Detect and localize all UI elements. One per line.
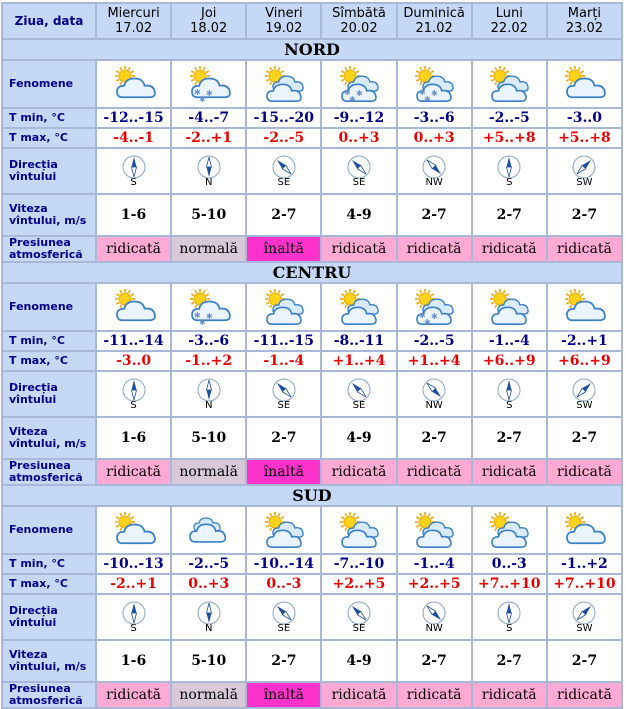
region-row	[3, 486, 621, 505]
row-label-phenomena: Fenomene	[3, 61, 95, 107]
wind-speed-value: 1-6	[97, 641, 170, 681]
wind-speed-value: 2-7	[398, 641, 471, 681]
tmax-value: 0..+3	[172, 575, 245, 593]
sun-clouds-icon	[247, 63, 320, 105]
svg-text:✱: ✱	[348, 95, 356, 104]
wind-direction-cell	[398, 372, 471, 416]
tmax-value: +5..+8	[548, 129, 621, 147]
tmax-value: 0..-3	[247, 575, 320, 593]
weather-cell	[398, 61, 471, 107]
weather-cell	[172, 61, 245, 107]
day-date-header: Ziua, data	[3, 4, 95, 38]
compass-arrow-icon	[247, 601, 320, 625]
wind-direction-label: SW	[576, 399, 593, 411]
wind-direction-label: SW	[576, 622, 593, 634]
row-label-wind-speed: Viteza vîntului, m/s	[3, 418, 95, 458]
tmin-value: -1..-4	[473, 332, 546, 350]
tmin-value: -8..-11	[322, 332, 395, 350]
day-header: Miercuri 17.02	[97, 4, 170, 38]
compass-arrow-icon	[322, 601, 395, 625]
pressure-value: ridicată	[97, 683, 170, 707]
wind-direction-cell	[172, 372, 245, 416]
weather-cell	[97, 284, 170, 330]
tmax-value: -2..+1	[97, 575, 170, 593]
pressure-value: ridicată	[473, 683, 546, 707]
weather-cell	[473, 61, 546, 107]
pressure-row	[3, 460, 621, 484]
pressure-value: ridicată	[473, 460, 546, 484]
compass-arrow-icon	[473, 601, 546, 625]
wind-speed-value: 5-10	[172, 195, 245, 235]
tmax-value: +5..+8	[473, 129, 546, 147]
tmin-value: -9..-12	[322, 109, 395, 127]
region-title: SUD	[3, 486, 621, 505]
wind-direction-label: S	[506, 399, 513, 411]
row-label-wind-direction: Direcția vîntului	[3, 149, 95, 193]
wind-direction-label: S	[506, 176, 513, 188]
tmin-value: -3..0	[548, 109, 621, 127]
tmax-value: 0..+3	[322, 129, 395, 147]
wind-direction-label: SE	[277, 622, 291, 634]
wind-direction-label: N	[204, 176, 213, 188]
wind-direction-label: S	[130, 176, 137, 188]
row-label-wind-direction: Direcția vîntului	[3, 595, 95, 639]
compass-arrow-icon	[247, 378, 320, 402]
pressure-value: ridicată	[97, 460, 170, 484]
wind-speed-value: 2-7	[398, 195, 471, 235]
svg-text:✱: ✱	[193, 311, 201, 320]
row-label-wind-speed: Viteza vîntului, m/s	[3, 195, 95, 235]
day-header: Joi 18.02	[172, 4, 245, 38]
wind-direction-label: SE	[277, 176, 291, 188]
day-header: Vineri 19.02	[247, 4, 320, 38]
compass-arrow-icon	[172, 601, 245, 625]
compass-arrow-icon	[172, 155, 245, 179]
pressure-value: normală	[172, 683, 245, 707]
tmin-row	[3, 109, 621, 127]
weather-cell	[97, 61, 170, 107]
svg-text:✱: ✱	[343, 88, 351, 97]
tmax-value: +1..+4	[322, 352, 395, 370]
row-label-tmin: T min, °C	[3, 332, 95, 350]
pressure-value: ridicată	[398, 237, 471, 261]
weather-cell	[398, 507, 471, 553]
tmax-value: +1..+4	[398, 352, 471, 370]
wind-direction-cell	[548, 372, 621, 416]
sun-clouds-icon	[247, 509, 320, 551]
tmin-value: -1..-4	[398, 555, 471, 573]
tmin-value: -2..-5	[172, 555, 245, 573]
wind-direction-cell	[247, 149, 320, 193]
pressure-value: ridicată	[473, 237, 546, 261]
wind-direction-row	[3, 595, 621, 639]
pressure-value: ridicată	[322, 460, 395, 484]
compass-arrow-icon	[548, 378, 621, 402]
tmax-value: -3..0	[97, 352, 170, 370]
tmin-value: -2..-5	[398, 332, 471, 350]
wind-speed-value: 2-7	[473, 195, 546, 235]
compass-arrow-icon	[398, 155, 471, 179]
wind-direction-label: S	[130, 399, 137, 411]
tmax-row	[3, 352, 621, 370]
pressure-value: normală	[172, 460, 245, 484]
tmax-value: -1..-4	[247, 352, 320, 370]
wind-direction-label: NW	[425, 176, 443, 188]
wind-direction-label: SE	[277, 399, 291, 411]
region-row	[3, 263, 621, 282]
tmax-value: +6..+9	[473, 352, 546, 370]
weather-cell	[473, 284, 546, 330]
compass-arrow-icon	[473, 155, 546, 179]
wind-direction-label: SE	[352, 176, 366, 188]
svg-text:✱: ✱	[355, 89, 363, 98]
wind-speed-value: 2-7	[473, 641, 546, 681]
pressure-value: ridicată	[548, 237, 621, 261]
sun-clouds-icon	[473, 509, 546, 551]
svg-text:✱: ✱	[419, 311, 426, 320]
weather-cell	[322, 61, 395, 107]
svg-text:✱: ✱	[205, 312, 213, 321]
wind-speed-value: 5-10	[172, 641, 245, 681]
tmax-value: +6..+9	[548, 352, 621, 370]
wind-direction-label: SE	[352, 399, 366, 411]
wind-direction-label: N	[204, 622, 213, 634]
tmax-value: -1..+2	[172, 352, 245, 370]
sun-cloud-icon	[97, 509, 170, 551]
row-label-pressure: Presiunea atmosferică	[3, 460, 95, 484]
tmin-row	[3, 555, 621, 573]
tmax-value: -4..-1	[97, 129, 170, 147]
tmin-value: -3..-6	[172, 332, 245, 350]
sun-cloud-icon	[97, 286, 170, 328]
wind-speed-value: 1-6	[97, 418, 170, 458]
row-label-wind-direction: Direcția vîntului	[3, 372, 95, 416]
wind-direction-cell	[548, 149, 621, 193]
row-label-wind-speed: Viteza vîntului, m/s	[3, 641, 95, 681]
wind-speed-value: 4-9	[322, 418, 395, 458]
wind-direction-cell	[322, 595, 395, 639]
wind-direction-label: NW	[425, 622, 443, 634]
tmax-value: +2..+5	[398, 575, 471, 593]
weather-cell	[548, 507, 621, 553]
sun-cloud-snow-icon	[172, 286, 245, 328]
svg-text:✱: ✱	[431, 89, 438, 98]
sun-cloud-icon	[548, 509, 621, 551]
forecast-table	[1, 2, 623, 709]
pressure-value: ridicată	[398, 460, 471, 484]
sun-clouds-snow-icon	[322, 63, 395, 105]
sun-cloud-icon	[97, 63, 170, 105]
row-label-tmin: T min, °C	[3, 555, 95, 573]
svg-text:✱: ✱	[193, 88, 201, 97]
wind-direction-cell	[322, 149, 395, 193]
compass-arrow-icon	[97, 155, 170, 179]
sun-cloud-snow-icon	[172, 63, 245, 105]
cloud-icon	[172, 509, 245, 551]
row-label-tmax: T max, °C	[3, 575, 95, 593]
wind-speed-row	[3, 418, 621, 458]
wind-direction-cell	[97, 149, 170, 193]
pressure-value: ridicată	[322, 237, 395, 261]
pressure-value: ridicată	[322, 683, 395, 707]
tmin-value: -11..-15	[247, 332, 320, 350]
compass-arrow-icon	[473, 378, 546, 402]
tmin-value: -11..-14	[97, 332, 170, 350]
wind-direction-cell	[322, 372, 395, 416]
tmin-value: -4..-7	[172, 109, 245, 127]
wind-speed-value: 2-7	[548, 418, 621, 458]
header-row	[3, 4, 621, 38]
sun-clouds-icon	[473, 63, 546, 105]
region-title: NORD	[3, 40, 621, 59]
tmin-row	[3, 332, 621, 350]
wind-direction-label: S	[130, 622, 137, 634]
tmax-row	[3, 129, 621, 147]
tmin-value: -3..-6	[398, 109, 471, 127]
compass-arrow-icon	[398, 601, 471, 625]
wind-direction-label: NW	[425, 399, 443, 411]
wind-direction-cell	[473, 372, 546, 416]
wind-speed-value: 2-7	[247, 641, 320, 681]
compass-arrow-icon	[548, 601, 621, 625]
day-header: Luni 22.02	[473, 4, 546, 38]
sun-cloud-icon	[548, 63, 621, 105]
wind-speed-value: 2-7	[247, 195, 320, 235]
svg-text:✱: ✱	[198, 95, 206, 104]
wind-direction-cell	[247, 372, 320, 416]
sun-clouds-icon	[322, 509, 395, 551]
pressure-value: ridicată	[548, 683, 621, 707]
weather-cell	[548, 61, 621, 107]
row-label-tmax: T max, °C	[3, 352, 95, 370]
pressure-row	[3, 237, 621, 261]
wind-speed-value: 5-10	[172, 418, 245, 458]
weather-cell	[172, 284, 245, 330]
weather-cell	[548, 284, 621, 330]
row-label-pressure: Presiunea atmosferică	[3, 237, 95, 261]
wind-speed-value: 2-7	[548, 641, 621, 681]
pressure-value: înaltă	[247, 237, 320, 261]
weather-cell	[247, 507, 320, 553]
svg-text:✱: ✱	[419, 88, 426, 97]
wind-direction-cell	[398, 149, 471, 193]
row-label-tmax: T max, °C	[3, 129, 95, 147]
weather-cell	[247, 61, 320, 107]
tmax-value: 0..+3	[398, 129, 471, 147]
compass-arrow-icon	[172, 378, 245, 402]
wind-direction-label: SE	[352, 622, 366, 634]
sun-clouds-snow-icon	[398, 286, 471, 328]
svg-text:✱: ✱	[424, 95, 431, 104]
svg-text:✱: ✱	[205, 89, 213, 98]
weather-cell	[172, 507, 245, 553]
wind-speed-value: 4-9	[322, 195, 395, 235]
tmin-value: -1..+2	[548, 555, 621, 573]
tmin-value: 0..-3	[473, 555, 546, 573]
tmin-value: -7..-10	[322, 555, 395, 573]
phenomena-row	[3, 284, 621, 330]
tmin-value: -15..-20	[247, 109, 320, 127]
tmin-value: -10..-14	[247, 555, 320, 573]
compass-arrow-icon	[322, 378, 395, 402]
wind-direction-label: S	[506, 622, 513, 634]
wind-speed-value: 2-7	[398, 418, 471, 458]
weather-cell	[398, 284, 471, 330]
weather-cell	[97, 507, 170, 553]
phenomena-row	[3, 61, 621, 107]
wind-direction-label: N	[204, 399, 213, 411]
region-title: CENTRU	[3, 263, 621, 282]
phenomena-row	[3, 507, 621, 553]
weather-cell	[247, 284, 320, 330]
wind-direction-cell	[97, 595, 170, 639]
svg-text:✱: ✱	[424, 318, 431, 327]
tmax-value: -2..-5	[247, 129, 320, 147]
tmax-value: +7..+10	[473, 575, 546, 593]
wind-speed-value: 2-7	[473, 418, 546, 458]
row-label-tmin: T min, °C	[3, 109, 95, 127]
row-label-pressure: Presiunea atmosferică	[3, 683, 95, 707]
svg-text:✱: ✱	[198, 318, 206, 327]
tmax-value: -2..+1	[172, 129, 245, 147]
day-header: Marți 23.02	[548, 4, 621, 38]
compass-arrow-icon	[548, 155, 621, 179]
compass-arrow-icon	[97, 601, 170, 625]
row-label-phenomena: Fenomene	[3, 507, 95, 553]
sun-clouds-icon	[247, 286, 320, 328]
wind-direction-cell	[247, 595, 320, 639]
pressure-value: înaltă	[247, 683, 320, 707]
wind-direction-cell	[398, 595, 471, 639]
pressure-value: ridicată	[548, 460, 621, 484]
sun-clouds-icon	[322, 286, 395, 328]
wind-direction-cell	[172, 595, 245, 639]
compass-arrow-icon	[97, 378, 170, 402]
wind-speed-value: 2-7	[548, 195, 621, 235]
wind-speed-value: 2-7	[247, 418, 320, 458]
pressure-value: înaltă	[247, 460, 320, 484]
weather-cell	[322, 284, 395, 330]
tmin-value: -10..-13	[97, 555, 170, 573]
wind-direction-cell	[473, 595, 546, 639]
pressure-row	[3, 683, 621, 707]
row-label-phenomena: Fenomene	[3, 284, 95, 330]
wind-speed-row	[3, 641, 621, 681]
wind-direction-cell	[473, 149, 546, 193]
wind-speed-row	[3, 195, 621, 235]
weather-cell	[322, 507, 395, 553]
wind-direction-cell	[548, 595, 621, 639]
region-row	[3, 40, 621, 59]
sun-cloud-icon	[548, 286, 621, 328]
wind-speed-value: 1-6	[97, 195, 170, 235]
compass-arrow-icon	[398, 378, 471, 402]
wind-direction-cell	[172, 149, 245, 193]
wind-direction-label: SW	[576, 176, 593, 188]
tmax-row	[3, 575, 621, 593]
tmin-value: -2..-5	[473, 109, 546, 127]
pressure-value: ridicată	[97, 237, 170, 261]
wind-direction-cell	[97, 372, 170, 416]
sun-clouds-icon	[473, 286, 546, 328]
compass-arrow-icon	[322, 155, 395, 179]
wind-direction-row	[3, 149, 621, 193]
wind-direction-row	[3, 372, 621, 416]
tmax-value: +7..+10	[548, 575, 621, 593]
pressure-value: normală	[172, 237, 245, 261]
day-header: Sîmbătă 20.02	[322, 4, 395, 38]
compass-arrow-icon	[247, 155, 320, 179]
tmin-value: -2..+1	[548, 332, 621, 350]
pressure-value: ridicată	[398, 683, 471, 707]
weather-cell	[473, 507, 546, 553]
tmin-value: -12..-15	[97, 109, 170, 127]
tmax-value: +2..+5	[322, 575, 395, 593]
wind-speed-value: 4-9	[322, 641, 395, 681]
sun-clouds-icon	[398, 509, 471, 551]
day-header: Duminică 21.02	[398, 4, 471, 38]
svg-text:✱: ✱	[431, 312, 438, 321]
sun-clouds-snow-icon	[398, 63, 471, 105]
